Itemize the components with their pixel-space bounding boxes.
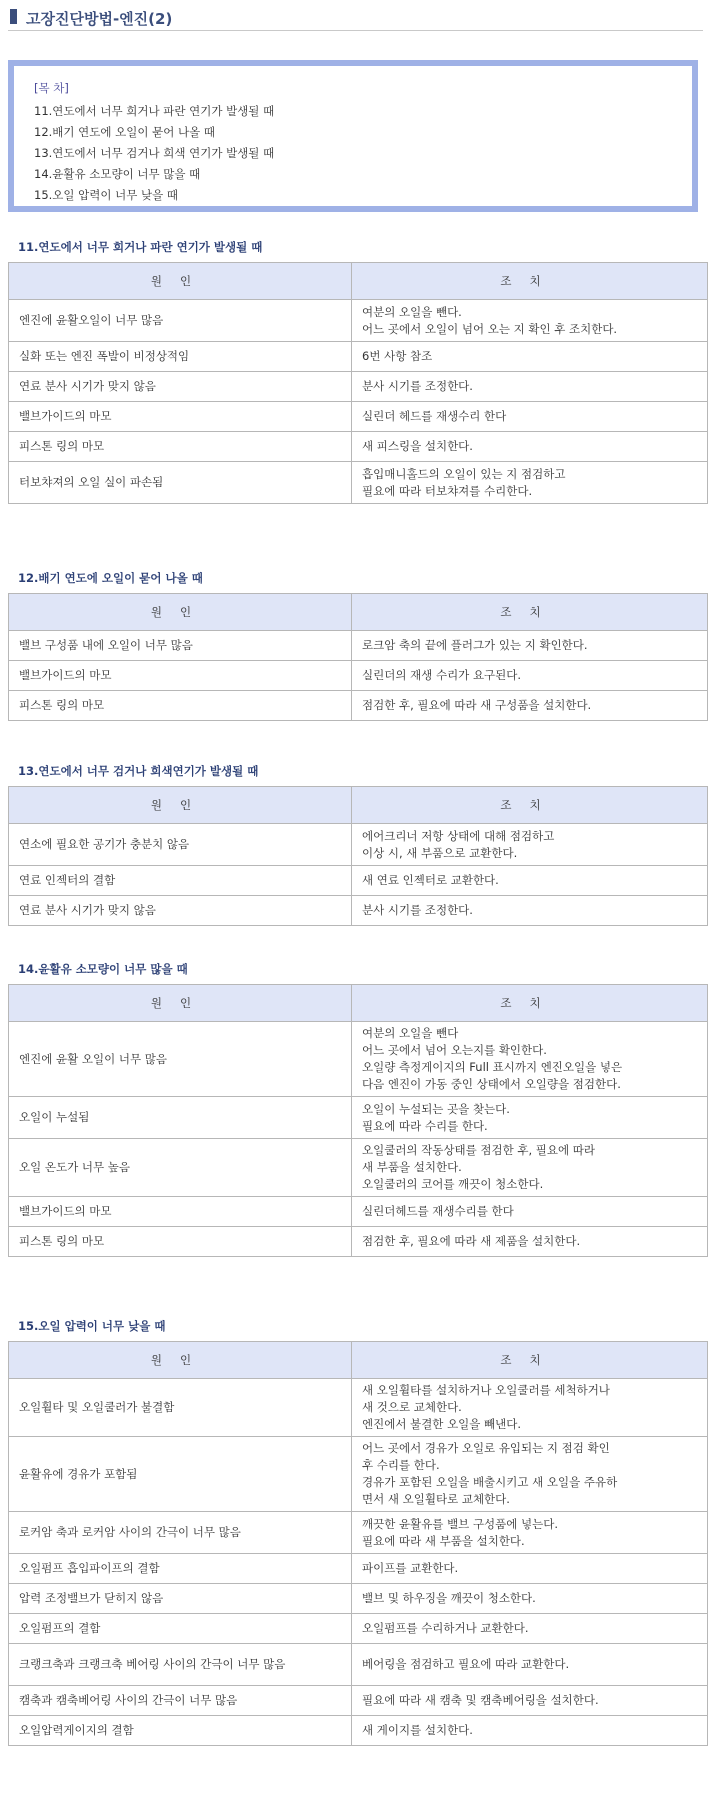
table-row: [9, 462, 708, 504]
diagnosis-table: [8, 1341, 708, 1746]
action-line: 흡입매니홀드의 오일이 있는 지 점검하고: [362, 466, 566, 481]
cause-cell: 오일압력게이지의 결함: [9, 1716, 352, 1746]
page-header: [8, 4, 703, 31]
table-row: [9, 1512, 708, 1554]
table-row: [9, 402, 708, 432]
header-cause: 원인: [9, 263, 352, 300]
action-line: 새 것으로 교체한다.: [362, 1400, 462, 1414]
table-row: [9, 1139, 708, 1197]
diagnosis-table: [8, 262, 708, 504]
cause-cell: 크랭크축과 크랭크축 베어링 사이의 간극이 너무 많음: [9, 1644, 352, 1686]
action-line: 새 피스링을 설치한다.: [362, 439, 473, 453]
action-cell: [352, 896, 708, 926]
cause-cell: 오일휠타 및 오일쿨러가 불결함: [9, 1379, 352, 1437]
table-row: [9, 432, 708, 462]
table-row: [9, 372, 708, 402]
action-line: 어느 곳에서 오일이 넘어 오는 지 확인 후 조치한다.: [362, 321, 618, 336]
cause-cell: 로커암 축과 로커암 사이의 간극이 너무 많음: [9, 1512, 352, 1554]
header-cause: 원인: [9, 1342, 352, 1379]
action-line: 필요에 따라 터보챠져를 수리한다.: [362, 483, 533, 498]
action-line: 오일쿨러의 코어를 깨끗이 청소한다.: [362, 1177, 544, 1191]
toc-item[interactable]: 11.연도에서 너무 희거나 파란 연기가 발생될 때: [34, 104, 275, 118]
table-row: [9, 631, 708, 661]
header-cause: 원인: [9, 985, 352, 1022]
section-title: 15.오일 압력이 너무 낮을 때: [18, 1319, 166, 1333]
section-11: [8, 232, 708, 504]
action-line: 베어링을 점검하고 필요에 따라 교환한다.: [362, 1657, 570, 1671]
table-row: [9, 1584, 708, 1614]
action-line: 엔진에서 불결한 오일을 빼낸다.: [362, 1417, 522, 1431]
action-line: 어느 곳에서 넘어 오는지를 확인한다.: [362, 1043, 547, 1057]
action-cell: [352, 1227, 708, 1257]
action-line: 오일펌프를 수리하거나 교환한다.: [362, 1621, 529, 1635]
action-cell: [352, 1197, 708, 1227]
header-action: 조치: [352, 263, 708, 300]
action-line: 필요에 따라 새 캠축 및 캠축베어링을 설치한다.: [362, 1693, 599, 1707]
cause-cell: 밸브가이드의 마모: [9, 402, 352, 432]
action-line: 다음 엔진이 가동 중인 상태에서 오일량을 점검한다.: [362, 1077, 621, 1091]
diagnosis-table: [8, 984, 708, 1257]
action-line: 후 수리를 한다.: [362, 1458, 440, 1472]
cause-cell: 윤활유에 경유가 포함됨: [9, 1437, 352, 1512]
cause-cell: 오일 온도가 너무 높음: [9, 1139, 352, 1197]
action-line: 실린더 헤드를 재생수리 한다: [362, 409, 507, 423]
action-line: 면서 새 오일휠타로 교체한다.: [362, 1492, 510, 1506]
action-cell: [352, 824, 708, 866]
action-line: 새 오일휠타를 설치하거나 오일쿨러를 세척하거나: [362, 1383, 610, 1397]
cause-cell: 연료 분사 시기가 맞지 않음: [9, 372, 352, 402]
cause-cell: 연소에 필요한 공기가 충분치 않음: [9, 824, 352, 866]
action-line: 새 부품을 설치한다.: [362, 1160, 462, 1174]
action-line: 새 게이지를 설치한다.: [362, 1723, 473, 1737]
section-14: [8, 954, 708, 1257]
table-header-row: [9, 594, 708, 631]
toc-item[interactable]: 12.배기 연도에 오일이 묻어 나올 때: [34, 125, 215, 139]
action-line: 어느 곳에서 경유가 오일로 유입되는 지 점검 확인: [362, 1441, 610, 1455]
table-row: [9, 866, 708, 896]
diagnosis-table: [8, 786, 708, 926]
diagnosis-table: [8, 593, 708, 721]
cause-cell: 오일이 누설됨: [9, 1097, 352, 1139]
cause-cell: 밸브가이드의 마모: [9, 1197, 352, 1227]
cause-cell: 엔진에 윤활 오일이 너무 많음: [9, 1022, 352, 1097]
table-header-row: [9, 985, 708, 1022]
table-row: [9, 300, 708, 342]
action-line: 깨끗한 윤활유를 밸브 구성품에 넣는다.: [362, 1516, 559, 1531]
table-row: [9, 1437, 708, 1512]
action-cell: [352, 1022, 708, 1097]
section-title: 14.윤활유 소모량이 너무 많을 때: [18, 962, 188, 976]
action-cell: [352, 866, 708, 896]
table-row: [9, 691, 708, 721]
table-row: [9, 1644, 708, 1686]
action-cell: [352, 1437, 708, 1512]
section-title: 13.연도에서 너무 검거나 희색연기가 발생될 때: [18, 764, 259, 778]
table-row: [9, 1686, 708, 1716]
table-row: [9, 342, 708, 372]
action-line: 필요에 따라 수리를 한다.: [362, 1118, 488, 1133]
action-line: 경유가 포함된 오일을 배출시키고 새 오일을 주유하: [362, 1475, 618, 1489]
action-line: 점검한 후, 필요에 따라 새 제품을 설치한다.: [362, 1234, 581, 1248]
table-header-row: [9, 1342, 708, 1379]
cause-cell: 엔진에 윤활오일이 너무 많음: [9, 300, 352, 342]
action-line: 6번 사항 참조: [362, 349, 433, 363]
section-title: 11.연도에서 너무 희거나 파란 연기가 발생될 때: [18, 240, 263, 254]
cause-cell: 압력 조정밸브가 닫히지 않음: [9, 1584, 352, 1614]
action-cell: [352, 1097, 708, 1139]
title-marker: [10, 9, 17, 24]
action-line: 여분의 오일을 뺀다.: [362, 304, 462, 319]
action-cell: [352, 1686, 708, 1716]
cause-cell: 밸브 구성품 내에 오일이 너무 많음: [9, 631, 352, 661]
action-line: 로크암 축의 끝에 플러그가 있는 지 확인한다.: [362, 638, 588, 652]
cause-cell: 캠축과 캠축베어링 사이의 간극이 너무 많음: [9, 1686, 352, 1716]
section-15: [8, 1311, 708, 1746]
table-row: [9, 1614, 708, 1644]
table-row: [9, 661, 708, 691]
toc-item[interactable]: 13.연도에서 너무 검거나 희색 연기가 발생될 때: [34, 146, 275, 160]
header-action: 조치: [352, 594, 708, 631]
table-row: [9, 1379, 708, 1437]
action-cell: [352, 372, 708, 402]
header-cause: 원인: [9, 594, 352, 631]
table-row: [9, 824, 708, 866]
action-cell: [352, 661, 708, 691]
action-cell: [352, 342, 708, 372]
cause-cell: 피스톤 링의 마모: [9, 691, 352, 721]
action-cell: [352, 1379, 708, 1437]
action-cell: [352, 1644, 708, 1686]
cause-cell: 실화 또는 엔진 폭발이 비정상적임: [9, 342, 352, 372]
table-row: [9, 1716, 708, 1746]
action-line: 파이프를 교환한다.: [362, 1561, 459, 1575]
section-12: [8, 563, 708, 721]
header-action: 조치: [352, 787, 708, 824]
cause-cell: 밸브가이드의 마모: [9, 661, 352, 691]
action-cell: [352, 1614, 708, 1644]
cause-cell: 터보챠져의 오일 실이 파손됨: [9, 462, 352, 504]
header-action: 조치: [352, 1342, 708, 1379]
action-line: 분사 시기를 조정한다.: [362, 379, 473, 393]
table-row: [9, 1097, 708, 1139]
section-title: 12.배기 연도에 오일이 묻어 나올 때: [18, 571, 203, 585]
page-title: 고장진단방법-엔진(2): [26, 10, 173, 28]
table-row: [9, 896, 708, 926]
toc-item[interactable]: 14.윤활유 소모량이 너무 많을 때: [34, 167, 201, 181]
section-13: [8, 756, 708, 926]
action-line: 오일쿨러의 작동상태를 점검한 후, 필요에 따라: [362, 1143, 596, 1157]
action-line: 필요에 따라 새 부품을 설치한다.: [362, 1533, 525, 1548]
action-line: 새 연료 인젝터로 교환한다.: [362, 873, 499, 887]
action-cell: [352, 1512, 708, 1554]
action-cell: [352, 402, 708, 432]
action-line: 밸브 및 하우징을 깨끗이 청소한다.: [362, 1591, 536, 1605]
cause-cell: 오일펌프 흡입파이프의 결함: [9, 1554, 352, 1584]
action-cell: [352, 432, 708, 462]
header-action: 조치: [352, 985, 708, 1022]
action-line: 이상 시, 새 부품으로 교환한다.: [362, 845, 518, 860]
table-row: [9, 1197, 708, 1227]
table-header-row: [9, 263, 708, 300]
table-row: [9, 1022, 708, 1097]
action-line: 오일이 누설되는 곳을 찾는다.: [362, 1101, 510, 1116]
action-line: 분사 시기를 조정한다.: [362, 903, 473, 917]
action-cell: [352, 1716, 708, 1746]
table-of-contents: [8, 60, 698, 212]
cause-cell: 오일펌프의 결함: [9, 1614, 352, 1644]
table-row: [9, 1227, 708, 1257]
action-line: 오일량 측정게이지의 Full 표시까지 엔진오일을 넣은: [362, 1060, 623, 1074]
table-row: [9, 1554, 708, 1584]
action-line: 점검한 후, 필요에 따라 새 구성품을 설치한다.: [362, 698, 592, 712]
cause-cell: 피스톤 링의 마모: [9, 432, 352, 462]
toc-heading: [목 차]: [34, 81, 69, 95]
action-cell: [352, 300, 708, 342]
action-cell: [352, 462, 708, 504]
action-cell: [352, 631, 708, 661]
header-cause: 원인: [9, 787, 352, 824]
action-cell: [352, 1139, 708, 1197]
cause-cell: 연료 인젝터의 결함: [9, 866, 352, 896]
action-line: 실린더헤드를 재생수리를 한다: [362, 1204, 514, 1218]
action-cell: [352, 1584, 708, 1614]
cause-cell: 피스톤 링의 마모: [9, 1227, 352, 1257]
action-line: 여분의 오일을 뺀다: [362, 1026, 459, 1040]
action-cell: [352, 1554, 708, 1584]
action-line: 에어크리너 저항 상태에 대해 점검하고: [362, 828, 555, 843]
table-header-row: [9, 787, 708, 824]
action-cell: [352, 691, 708, 721]
action-line: 실린더의 재생 수리가 요구된다.: [362, 668, 522, 682]
toc-item[interactable]: 15.오일 압력이 너무 낮을 때: [34, 188, 178, 202]
cause-cell: 연료 분사 시기가 맞지 않음: [9, 896, 352, 926]
